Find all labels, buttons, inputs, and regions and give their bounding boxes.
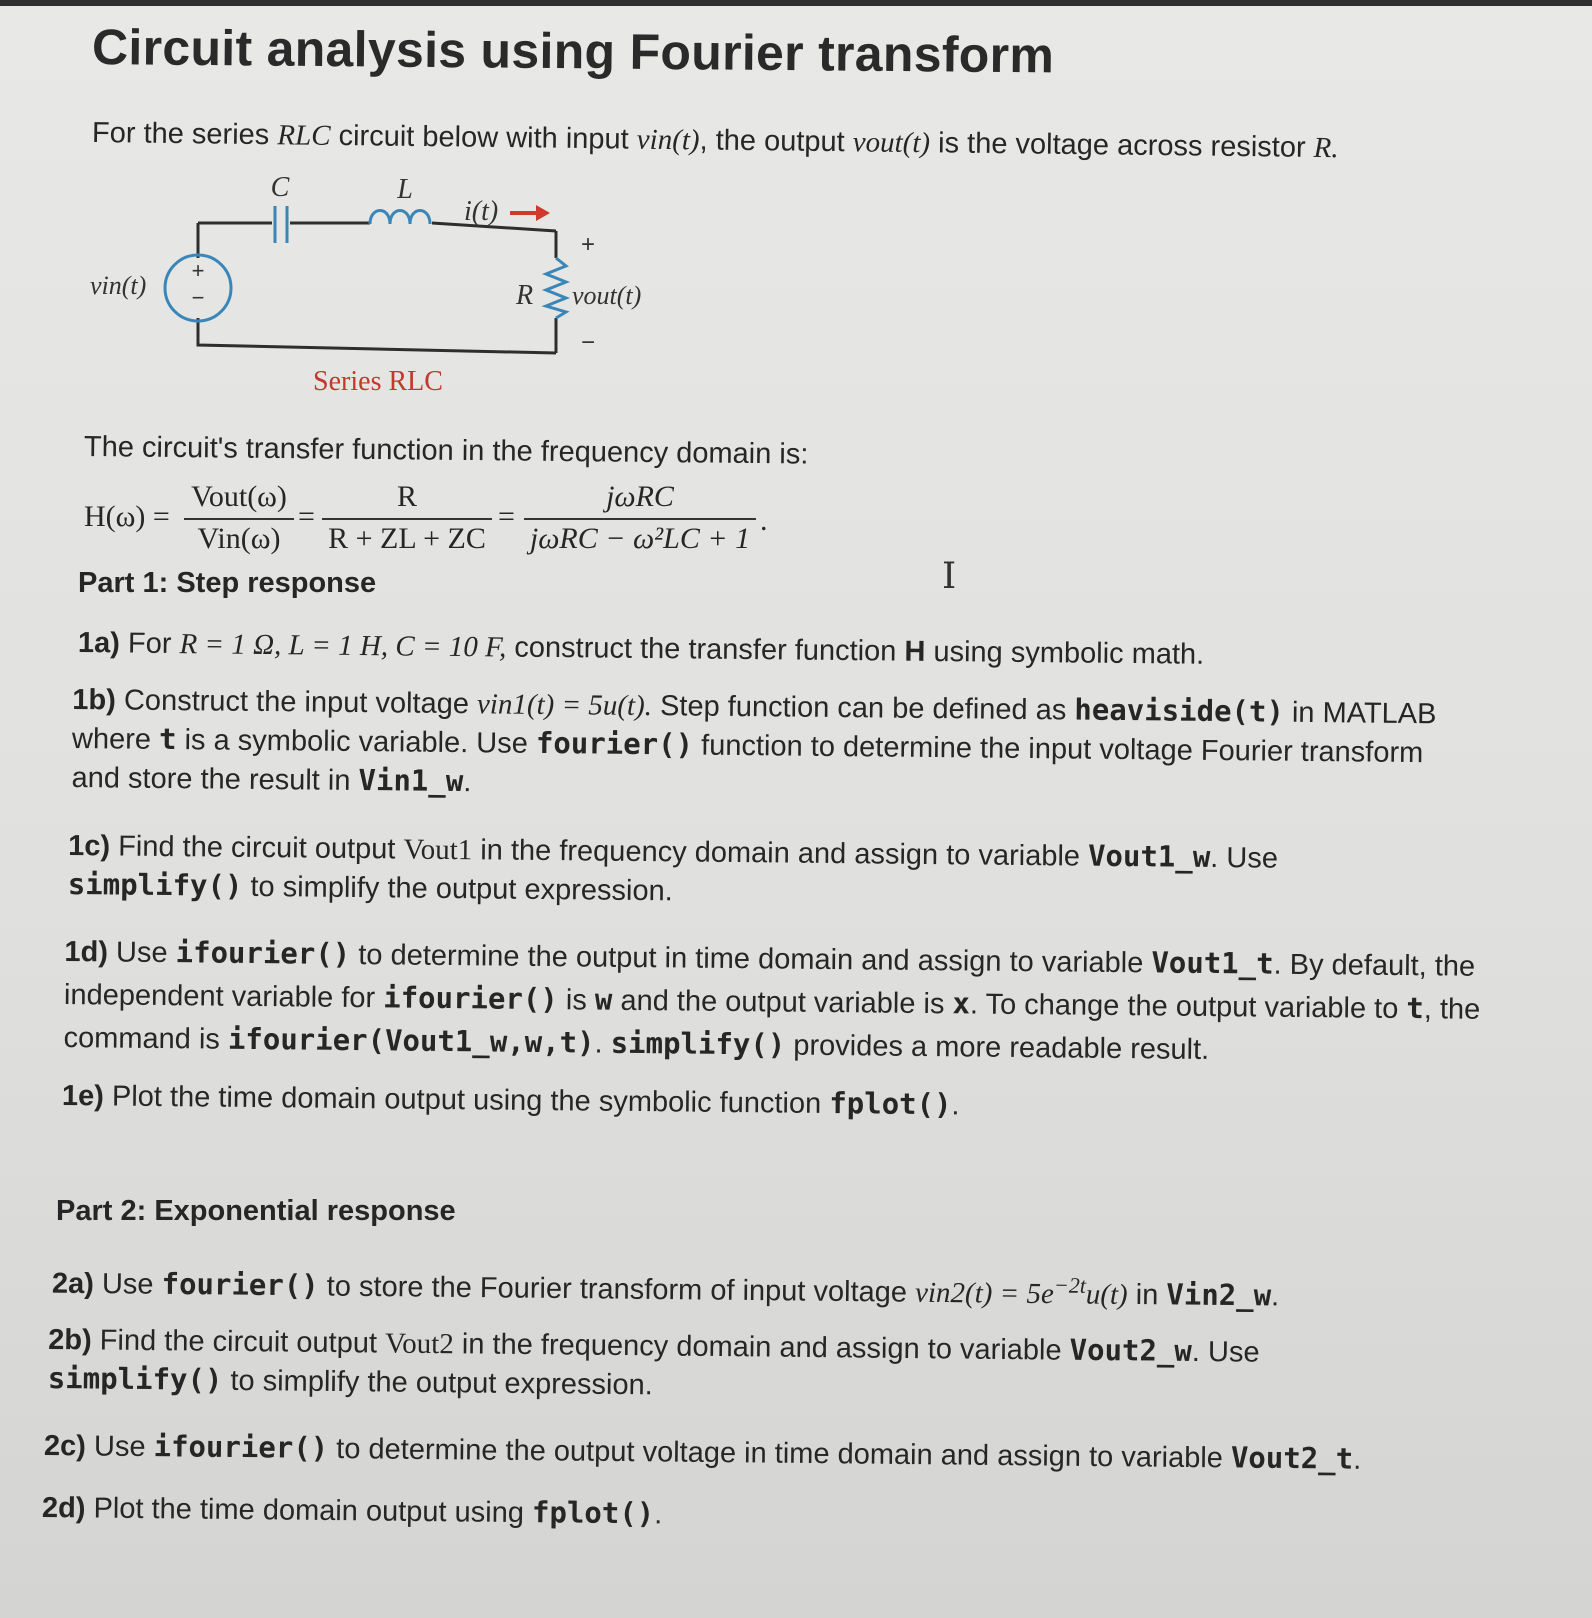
item-label: 1a) xyxy=(77,627,121,660)
item-text: . Use xyxy=(1191,1335,1260,1369)
item-math: vin2(t) = 5e xyxy=(914,1276,1055,1311)
item-code: Vout2_w xyxy=(1069,1332,1193,1368)
item-text: . xyxy=(594,1027,603,1060)
fraction-bar xyxy=(184,518,294,520)
item-math: Vout1 xyxy=(403,833,473,867)
item-text: function to determine the input voltage Fourier transform and store the result in xyxy=(71,729,1424,797)
page-title: Circuit analysis using Fourier transform xyxy=(91,19,1055,84)
item-text: . xyxy=(1270,1280,1280,1313)
item-text: Use xyxy=(115,936,168,970)
vout-plus: + xyxy=(580,231,596,258)
capacitor-symbol xyxy=(275,206,287,243)
item-1d xyxy=(63,930,1504,1074)
item-code: Vin2_w xyxy=(1166,1277,1272,1313)
item-code: Vin1_w xyxy=(358,763,464,799)
item-label: 1b) xyxy=(72,684,117,717)
item-label: 2a) xyxy=(51,1267,95,1301)
transfer-function-equation xyxy=(84,480,804,560)
fraction-bar xyxy=(524,518,756,520)
intro-text: is the voltage across resistor xyxy=(937,127,1306,164)
item-text: , the command is xyxy=(63,993,1481,1056)
item-math: vin1(t) = 5u(t). xyxy=(476,688,653,723)
item-code: t xyxy=(158,721,177,757)
series-rlc-circuit-diagram xyxy=(80,168,700,408)
intro-text: circuit below with input xyxy=(338,120,629,156)
label-c: C xyxy=(270,172,290,203)
item-text: . xyxy=(463,766,472,799)
item-label: 2d) xyxy=(41,1492,86,1525)
item-text: . To change the output variable to xyxy=(969,988,1399,1025)
fraction-denominator: jωRC − ω²LC + 1 xyxy=(529,522,751,555)
resistor-symbol xyxy=(546,258,566,318)
item-text: is xyxy=(565,984,587,1017)
label-vout: vout(t) xyxy=(572,281,642,310)
intro-line xyxy=(92,114,1339,167)
item-code: Vout1_w xyxy=(1087,838,1211,874)
text-cursor-icon: I xyxy=(942,556,957,597)
fraction-denominator: Vin(ω) xyxy=(197,522,281,555)
item-code: ifourier() xyxy=(383,980,558,1017)
item-text: provides a more readable result. xyxy=(793,1029,1210,1066)
eq-period: . xyxy=(760,504,768,537)
item-code: fplot() xyxy=(531,1495,655,1531)
item-code: fourier() xyxy=(535,725,694,762)
item-text: using symbolic math. xyxy=(933,635,1205,671)
item-text: . xyxy=(951,1089,960,1122)
item-code: simplify() xyxy=(610,1025,786,1062)
circuit-caption: Series RLC xyxy=(313,366,443,397)
item-text: Step function can be defined as xyxy=(659,690,1067,727)
eq-lhs: H(ω) = xyxy=(84,500,170,533)
circuit-wires xyxy=(198,223,556,353)
item-math: u(t) xyxy=(1085,1278,1128,1311)
item-code: ifourier(Vout1_w,w,t) xyxy=(227,1021,595,1060)
eq-equals-2: = xyxy=(498,500,515,533)
intro-text: For the series xyxy=(91,117,270,152)
item-1c xyxy=(68,826,1369,918)
current-arrow-icon xyxy=(510,205,550,221)
item-text: Plot the time domain output using the symbolic function xyxy=(111,1080,822,1120)
item-text: . Use xyxy=(1210,841,1279,875)
item-text: . xyxy=(1352,1443,1362,1476)
item-text: to simplify the output expression. xyxy=(250,870,673,908)
fraction-bar xyxy=(322,518,492,520)
item-1e xyxy=(62,1076,960,1124)
vin-symbol: vin(t) xyxy=(636,123,700,157)
item-label: 2b) xyxy=(48,1324,92,1357)
intro-text: , the output xyxy=(699,124,845,159)
item-code: ifourier() xyxy=(153,1429,329,1465)
item-text: For xyxy=(127,627,172,660)
transfer-function-intro: The circuit's transfer function in the frequency domain is: xyxy=(83,431,809,471)
item-code: ifourier() xyxy=(175,935,351,971)
part1-heading: Part 1: Step response xyxy=(78,567,377,599)
item-code: fplot() xyxy=(829,1086,952,1122)
label-vin: vin(t) xyxy=(90,271,147,300)
vout-minus: − xyxy=(580,329,596,356)
item-label: 1c) xyxy=(68,830,111,863)
item-text: construct the transfer function xyxy=(514,631,897,668)
item-text: to store the Fourier transform of input voltage xyxy=(326,1270,908,1309)
eq-equals-1: = xyxy=(298,500,315,533)
item-code: x xyxy=(952,986,971,1021)
item-label: 1d) xyxy=(64,936,109,969)
item-code: heaviside(t) xyxy=(1074,692,1285,729)
item-text: in the frequency domain and assign to variable xyxy=(461,1328,1062,1367)
item-text: Construct the input voltage xyxy=(123,684,470,721)
item-text: Use xyxy=(101,1268,154,1301)
item-text: in the frequency domain and assign to variable xyxy=(480,834,1081,873)
item-text: is a symbolic variable. Use xyxy=(184,724,529,760)
label-l: L xyxy=(397,174,413,205)
item-text: Use xyxy=(93,1430,146,1464)
item-text: to determine the output in time domain and assign to variable xyxy=(358,939,1144,980)
item-1b xyxy=(71,680,1472,812)
top-edge xyxy=(0,0,1592,6)
item-text: Find the circuit output xyxy=(118,830,396,866)
item-text: . By default, the independent variable for xyxy=(63,948,1476,1015)
item-label: 2c) xyxy=(43,1430,87,1463)
wire-bottom xyxy=(198,318,556,353)
item-math-exponent: −2t xyxy=(1053,1272,1087,1298)
item-1a xyxy=(78,624,1205,674)
item-2c xyxy=(44,1426,1362,1479)
source-plus: + xyxy=(191,258,205,283)
item-text: to simplify the output expression. xyxy=(230,1364,653,1402)
item-text: Find the circuit output xyxy=(99,1324,378,1360)
item-text: . xyxy=(654,1498,663,1531)
fraction-numerator: jωRC xyxy=(606,480,674,513)
item-2a xyxy=(52,1256,1280,1316)
item-code: simplify() xyxy=(47,1360,223,1397)
item-code: Vout1_t xyxy=(1151,945,1274,981)
item-code: simplify() xyxy=(67,866,243,903)
label-r: R xyxy=(516,280,534,311)
source-minus: − xyxy=(191,285,205,310)
item-bold: H xyxy=(904,635,926,668)
item-2b xyxy=(48,1320,1349,1412)
item-2d xyxy=(42,1488,663,1533)
item-text: in xyxy=(1135,1279,1159,1312)
vout-symbol: vout(t) xyxy=(852,126,931,160)
item-code: t xyxy=(1406,991,1425,1026)
fraction-denominator: R + ZL + ZC xyxy=(328,522,486,555)
r-symbol: R. xyxy=(1313,131,1339,165)
item-code: fourier() xyxy=(161,1266,319,1303)
label-current: i(t) xyxy=(464,196,499,227)
fraction-numerator: Vout(ω) xyxy=(191,480,287,513)
item-math: Vout2 xyxy=(384,1327,455,1361)
fraction-numerator: R xyxy=(396,480,417,513)
inductor-symbol xyxy=(370,211,430,225)
part2-heading: Part 2: Exponential response xyxy=(56,1195,456,1227)
item-code: Vout2_t xyxy=(1230,1440,1354,1476)
item-math: R = 1 Ω, L = 1 H, C = 10 F, xyxy=(179,628,507,664)
rlc-symbol: RLC xyxy=(277,119,331,152)
item-text: to determine the output voltage in time domain and assign to variable xyxy=(336,1433,1224,1475)
item-code: w xyxy=(594,982,613,1017)
item-text: and the output variable is xyxy=(620,984,945,1021)
item-text: in MATLAB where xyxy=(71,696,1437,756)
item-label: 1e) xyxy=(61,1080,105,1113)
item-text: Plot the time domain output using xyxy=(93,1492,525,1530)
